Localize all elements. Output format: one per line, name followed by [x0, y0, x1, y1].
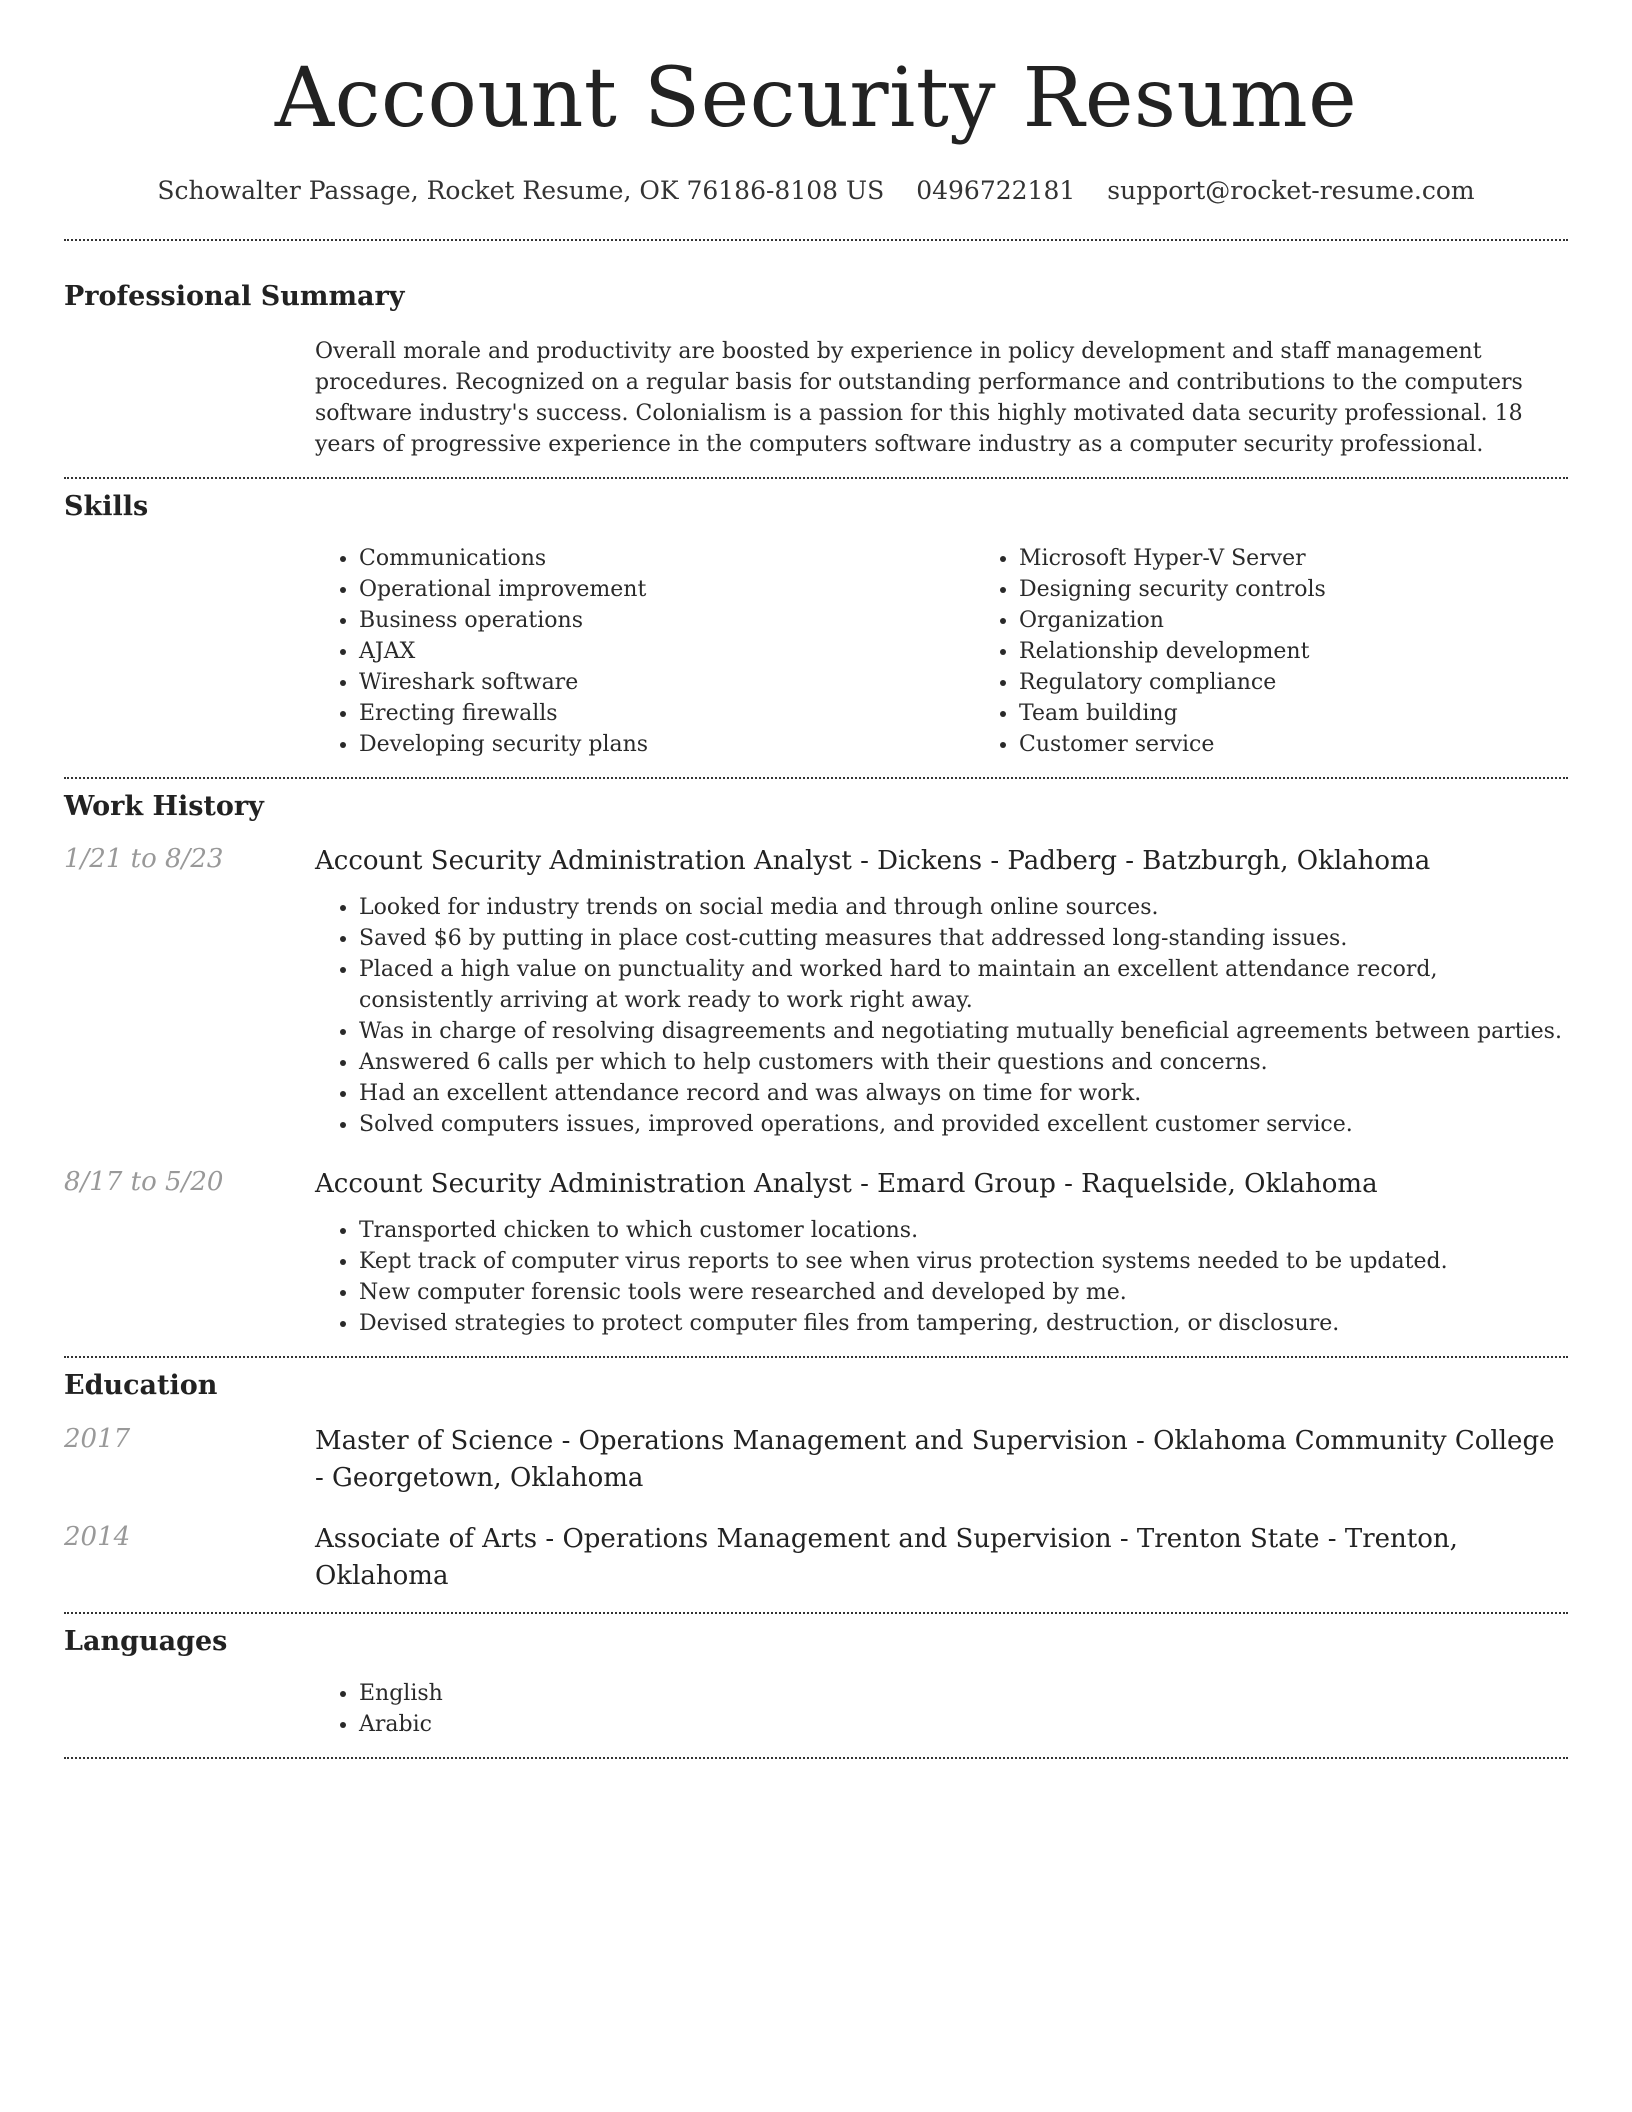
skill-item: • Relationship development [1019, 636, 1632, 667]
skill-item: • AJAX [359, 636, 975, 667]
section-divider [64, 1757, 1568, 1759]
skill-item: • Organization [1019, 605, 1632, 636]
skill-item: • Microsoft Hyper-V Server [1019, 543, 1632, 574]
skills-list-right [975, 543, 1632, 760]
skills-heading: Skills [64, 490, 149, 522]
section-divider [64, 1356, 1568, 1358]
job-bullet: • Saved $6 by putting in place cost-cutting measures that addressed long-standing issues. [359, 923, 1568, 954]
contact-line [64, 176, 1568, 205]
languages-heading: Languages [64, 1625, 228, 1657]
work-section [64, 791, 1568, 1339]
skill-item: • Designing security controls [1019, 574, 1632, 605]
skill-item: • Erecting firewalls [359, 698, 975, 729]
job-bullet: • Transported chicken to which customer locations. [359, 1215, 1568, 1246]
languages-section [64, 1626, 1568, 1740]
job-bullets [315, 1215, 1568, 1339]
education-title: Master of Science - Operations Management and Supervision - Oklahoma Community College - Georgetown, Oklahoma [315, 1425, 1555, 1493]
section-divider [64, 777, 1568, 779]
job-dates: 1/21 to 8/23 [64, 844, 224, 875]
summary-heading: Professional Summary [64, 281, 405, 313]
resume-title: Account Security Resume [274, 51, 1358, 146]
contact-address: Schowalter Passage, Rocket Resume, OK 76186-8108 US [157, 176, 885, 206]
skill-item: • Wireshark software [359, 667, 975, 698]
job-bullet: • Looked for industry trends on social media and through online sources. [359, 892, 1568, 923]
education-section [64, 1370, 1568, 1594]
job-bullets [315, 892, 1568, 1140]
skill-item: • Developing security plans [359, 729, 975, 760]
contact-phone: 0496722181 [916, 176, 1076, 206]
job-dates: 8/17 to 5/20 [64, 1167, 224, 1198]
skills-section [64, 491, 1568, 760]
job-bullet: • Kept track of computer virus reports to see when virus protection systems needed to be updated. [359, 1246, 1568, 1277]
education-year: 2017 [64, 1423, 131, 1454]
section-divider [64, 1612, 1568, 1614]
summary-section [64, 281, 1568, 459]
job-bullet: • New computer forensic tools were researched and developed by me. [359, 1277, 1568, 1308]
job-bullet: • Devised strategies to protect computer files from tampering, destruction, or disclosure. [359, 1308, 1568, 1339]
job-entry [64, 1166, 1568, 1339]
work-heading: Work History [64, 791, 264, 823]
skills-list-left [315, 543, 975, 760]
education-title: Associate of Arts - Operations Management and Supervision - Trenton State - Trenton, Oklahoma [315, 1523, 1458, 1591]
job-bullet: • Solved computers issues, improved operations, and provided excellent customer service. [359, 1109, 1568, 1140]
job-title: Account Security Administration Analyst - Dickens - Padberg - Batzburgh, Oklahoma [315, 846, 1431, 877]
language-item: • English [359, 1678, 1568, 1709]
skill-item: • Customer service [1019, 729, 1632, 760]
skill-item: • Regulatory compliance [1019, 667, 1632, 698]
skill-item: • Team building [1019, 698, 1632, 729]
skill-item: • Operational improvement [359, 574, 975, 605]
languages-list [315, 1678, 1568, 1740]
job-bullet: • Answered 6 calls per which to help customers with their questions and concerns. [359, 1047, 1568, 1078]
language-item: • Arabic [359, 1709, 1568, 1740]
job-title: Account Security Administration Analyst - Emard Group - Raquelside, Oklahoma [315, 1169, 1378, 1200]
job-entry [64, 843, 1568, 1140]
job-bullet: • Placed a high value on punctuality and worked hard to maintain an excellent attendance record, consistently arriving at work ready to work right away. [359, 954, 1568, 1016]
skill-item: • Business operations [359, 605, 975, 636]
contact-email: support@rocket-resume.com [1107, 176, 1475, 206]
job-bullet: • Was in charge of resolving disagreements and negotiating mutually beneficial agreements between parties. [359, 1016, 1568, 1047]
skill-item: • Communications [359, 543, 975, 574]
summary-text: Overall morale and productivity are boosted by experience in policy development and staff management procedures. Recognized on a regular basis for outstanding performance and contributions to the computers software industry's success. Colonialism is a passion for this highly motivated data security professional. 18 years of progressive experience in the computers software industry as a computer security professional. [315, 338, 1523, 457]
section-divider [64, 477, 1568, 479]
education-year: 2014 [64, 1521, 131, 1552]
education-heading: Education [64, 1370, 218, 1402]
job-bullet: • Had an excellent attendance record and was always on time for work. [359, 1078, 1568, 1109]
section-divider [64, 239, 1568, 241]
education-entry [64, 1521, 1568, 1595]
education-entry [64, 1423, 1568, 1497]
